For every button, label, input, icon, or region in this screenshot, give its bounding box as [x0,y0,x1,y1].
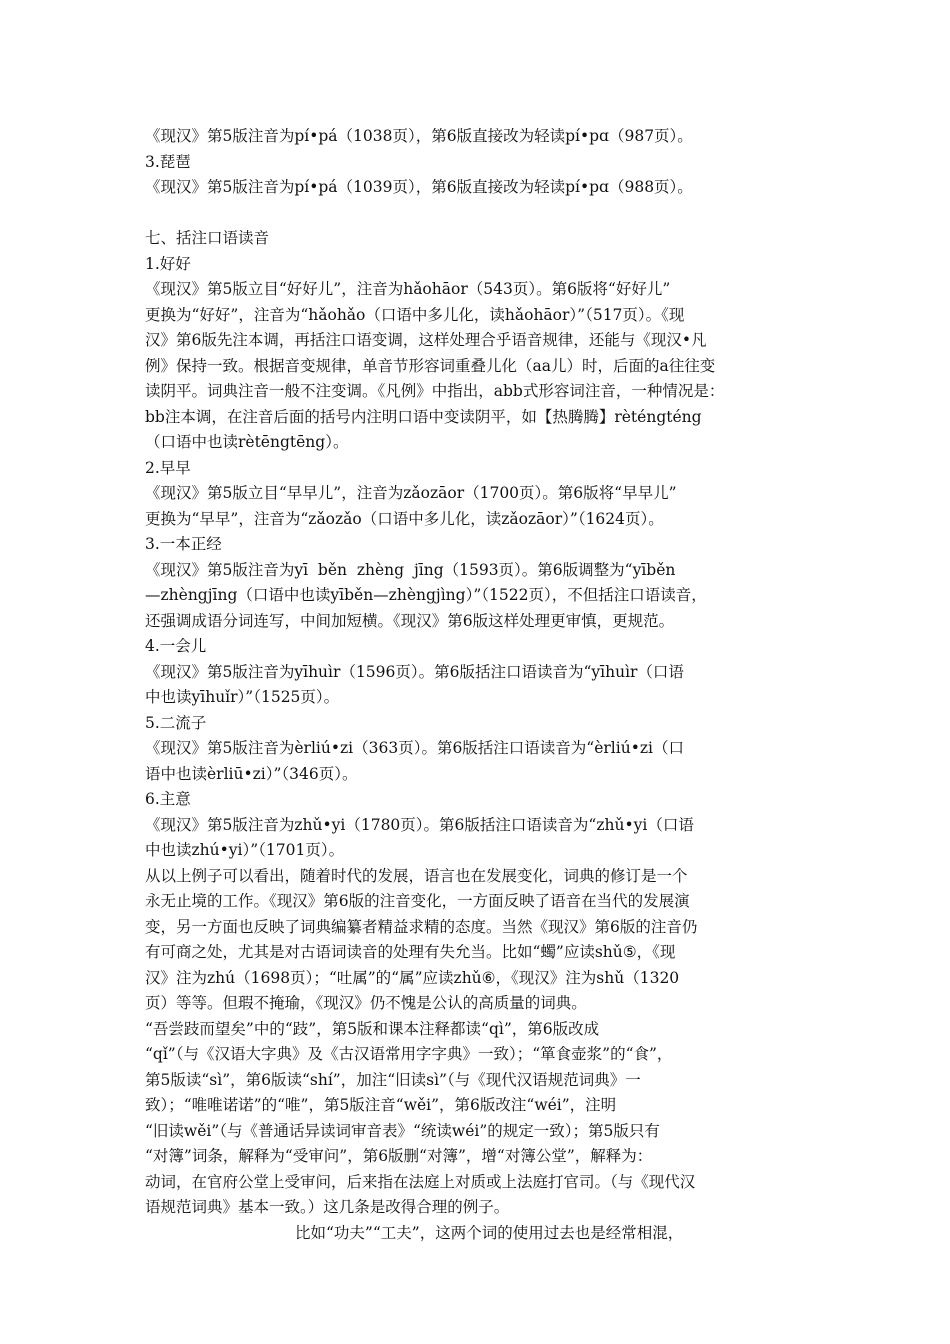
document-body [145,124,813,1246]
text-line: 动词，在官府公堂上受审问，后来指在法庭上对质或上法庭打官司。（与《现代汉 [145,1172,696,1191]
text-line: 致）；“唯唯诺诺”的“唯”，第5版注音“wěi”，第6版改注“wéi”，注明 [145,1096,617,1114]
text-line: 更换为“好好”，注音为“hǎohǎo（口语中多儿化，读hǎohāor）”（517页）。《现 [145,305,685,324]
text-line: 《现汉》第5版注音为yīhuìr（1596页）。第6版括注口语读音为“yīhuìr（口语 [145,662,684,681]
text-line: 变，另一方面也反映了词典编纂者精益求精的态度。当然《现汉》第6版的注音仍 [145,917,698,936]
chapter-heading: 七、括注口语读音 [145,229,270,247]
section-heading: 3.一本正经 [145,535,222,553]
text-line: 《现汉》第5版注音为yī běn zhèng jīng（1593页）。第6版调整为“yīběn [145,560,676,579]
section-heading: 5.二流子 [145,713,207,732]
text-line: 永无止境的工作。《现汉》第6版的注音变化，一方面反映了语音在当代的发展演 [145,892,690,910]
text-line: 汉》注为zhú（1698页）；“吐属”的“属”应读zhǔ⑥，《现汉》注为shǔ（1320 [145,968,680,987]
text-line: （口语中也读rètēngtēng）。 [145,433,349,451]
text-line: 有可商之处，尤其是对古语词读音的处理有失允当。比如“蠋”应读shǔ⑤，《现 [145,943,676,961]
text-line: 例》保持一致。根据音变规律，单音节形容词重叠儿化（aa儿）时，后面的a往往变 [145,356,716,375]
section-heading: 6.主意 [145,790,191,808]
text-line: “qǐ”（与《汉语大字典》及《古汉语常用字字典》一致）；“箪食壶浆”的“食”， [145,1045,673,1063]
text-line: “吾尝跂而望矣”中的“跂”，第5版和课本注释都读“qì”，第6版改成 [145,1019,600,1038]
text-line: —zhèngjīng（口语中也读yīběn—zhèngjìng）”（1522页），不但括注口语读音， [145,586,707,604]
text-line: bb注本调，在注音后面的括号内注明口语中变读阴平，如【热腾腾】rèténgténg [145,407,702,426]
text-line: 从以上例子可以看出，随着时代的发展，语言也在发展变化，词典的修订是一个 [145,866,688,885]
section-heading: 4.一会儿 [145,637,207,655]
section-heading: 2.早早 [145,458,191,477]
text-line: 第5版读“sì”，第6版读“shí”，加注“旧读sì”（与《现代汉语规范词典》一 [145,1070,641,1089]
text-line: 更换为“早早”，注音为“zǎozǎo（口语中多儿化，读zǎozāor）”（1624页）。 [145,509,664,528]
text-line: 比如“功夫”“工夫”，这两个词的使用过去也是经常相混， [295,1223,684,1242]
text-line: “对簿”词条，解释为“受审问”，第6版删“对簿”，增“对簿公堂”，解释为： [145,1147,653,1165]
text-line: 《现汉》第5版立目“好好儿”，注音为hǎohāor（543页）。第6版将“好好儿” [145,280,671,298]
text-line: 《现汉》第5版注音为pí•pá（1038页），第6版直接改为轻读pí•pɑ（987页）。 [145,127,693,145]
text-line: 中也读zhú•yi）”（1701页）。 [145,841,345,859]
text-line: 读阴平。词典注音一般不注变调。《凡例》中指出，abb式形容词注音，一种情况是： [145,382,725,400]
text-line: 还强调成语分词连写，中间加短横。《现汉》第6版这样处理更审慎，更规范。 [145,611,675,630]
text-line: 语规范词典》基本一致。）这几条是改得合理的例子。 [145,1198,510,1216]
text-line: 《现汉》第5版注音为pí•pá（1039页），第6版直接改为轻读pí•pɑ（988页）。 [145,178,693,196]
text-line: 汉》第6版先注本调，再括注口语变调，这样处理合乎语音规律，还能与《现汉•凡 [145,331,707,349]
section-heading: 3.琵琶 [145,152,191,171]
text-line: 语中也读èrliū•zi）”（346页）。 [145,764,358,783]
text-line: 《现汉》第5版注音为èrliú•zi（363页）。第6版括注口语读音为“èrliú•zi（口 [145,739,684,757]
section-heading: 1.好好 [145,254,191,273]
text-line: 《现汉》第5版立目“早早儿”，注音为zǎozāor（1700页）。第6版将“早早儿” [145,484,677,502]
text-line: 页）等等。但瑕不掩瑜，《现汉》仍不愧是公认的高质量的词典。 [145,994,587,1012]
text-line: 中也读yīhuǐr）”（1525页）。 [145,688,340,706]
blank-line [145,201,813,227]
text-line: “旧读wěi”（与《普通话异读词审音表》“统读wéi”的规定一致）；第5版只有 [145,1121,660,1140]
text-line: 《现汉》第5版注音为zhǔ•yi（1780页）。第6版括注口语读音为“zhǔ•yi（口语 [145,815,694,834]
